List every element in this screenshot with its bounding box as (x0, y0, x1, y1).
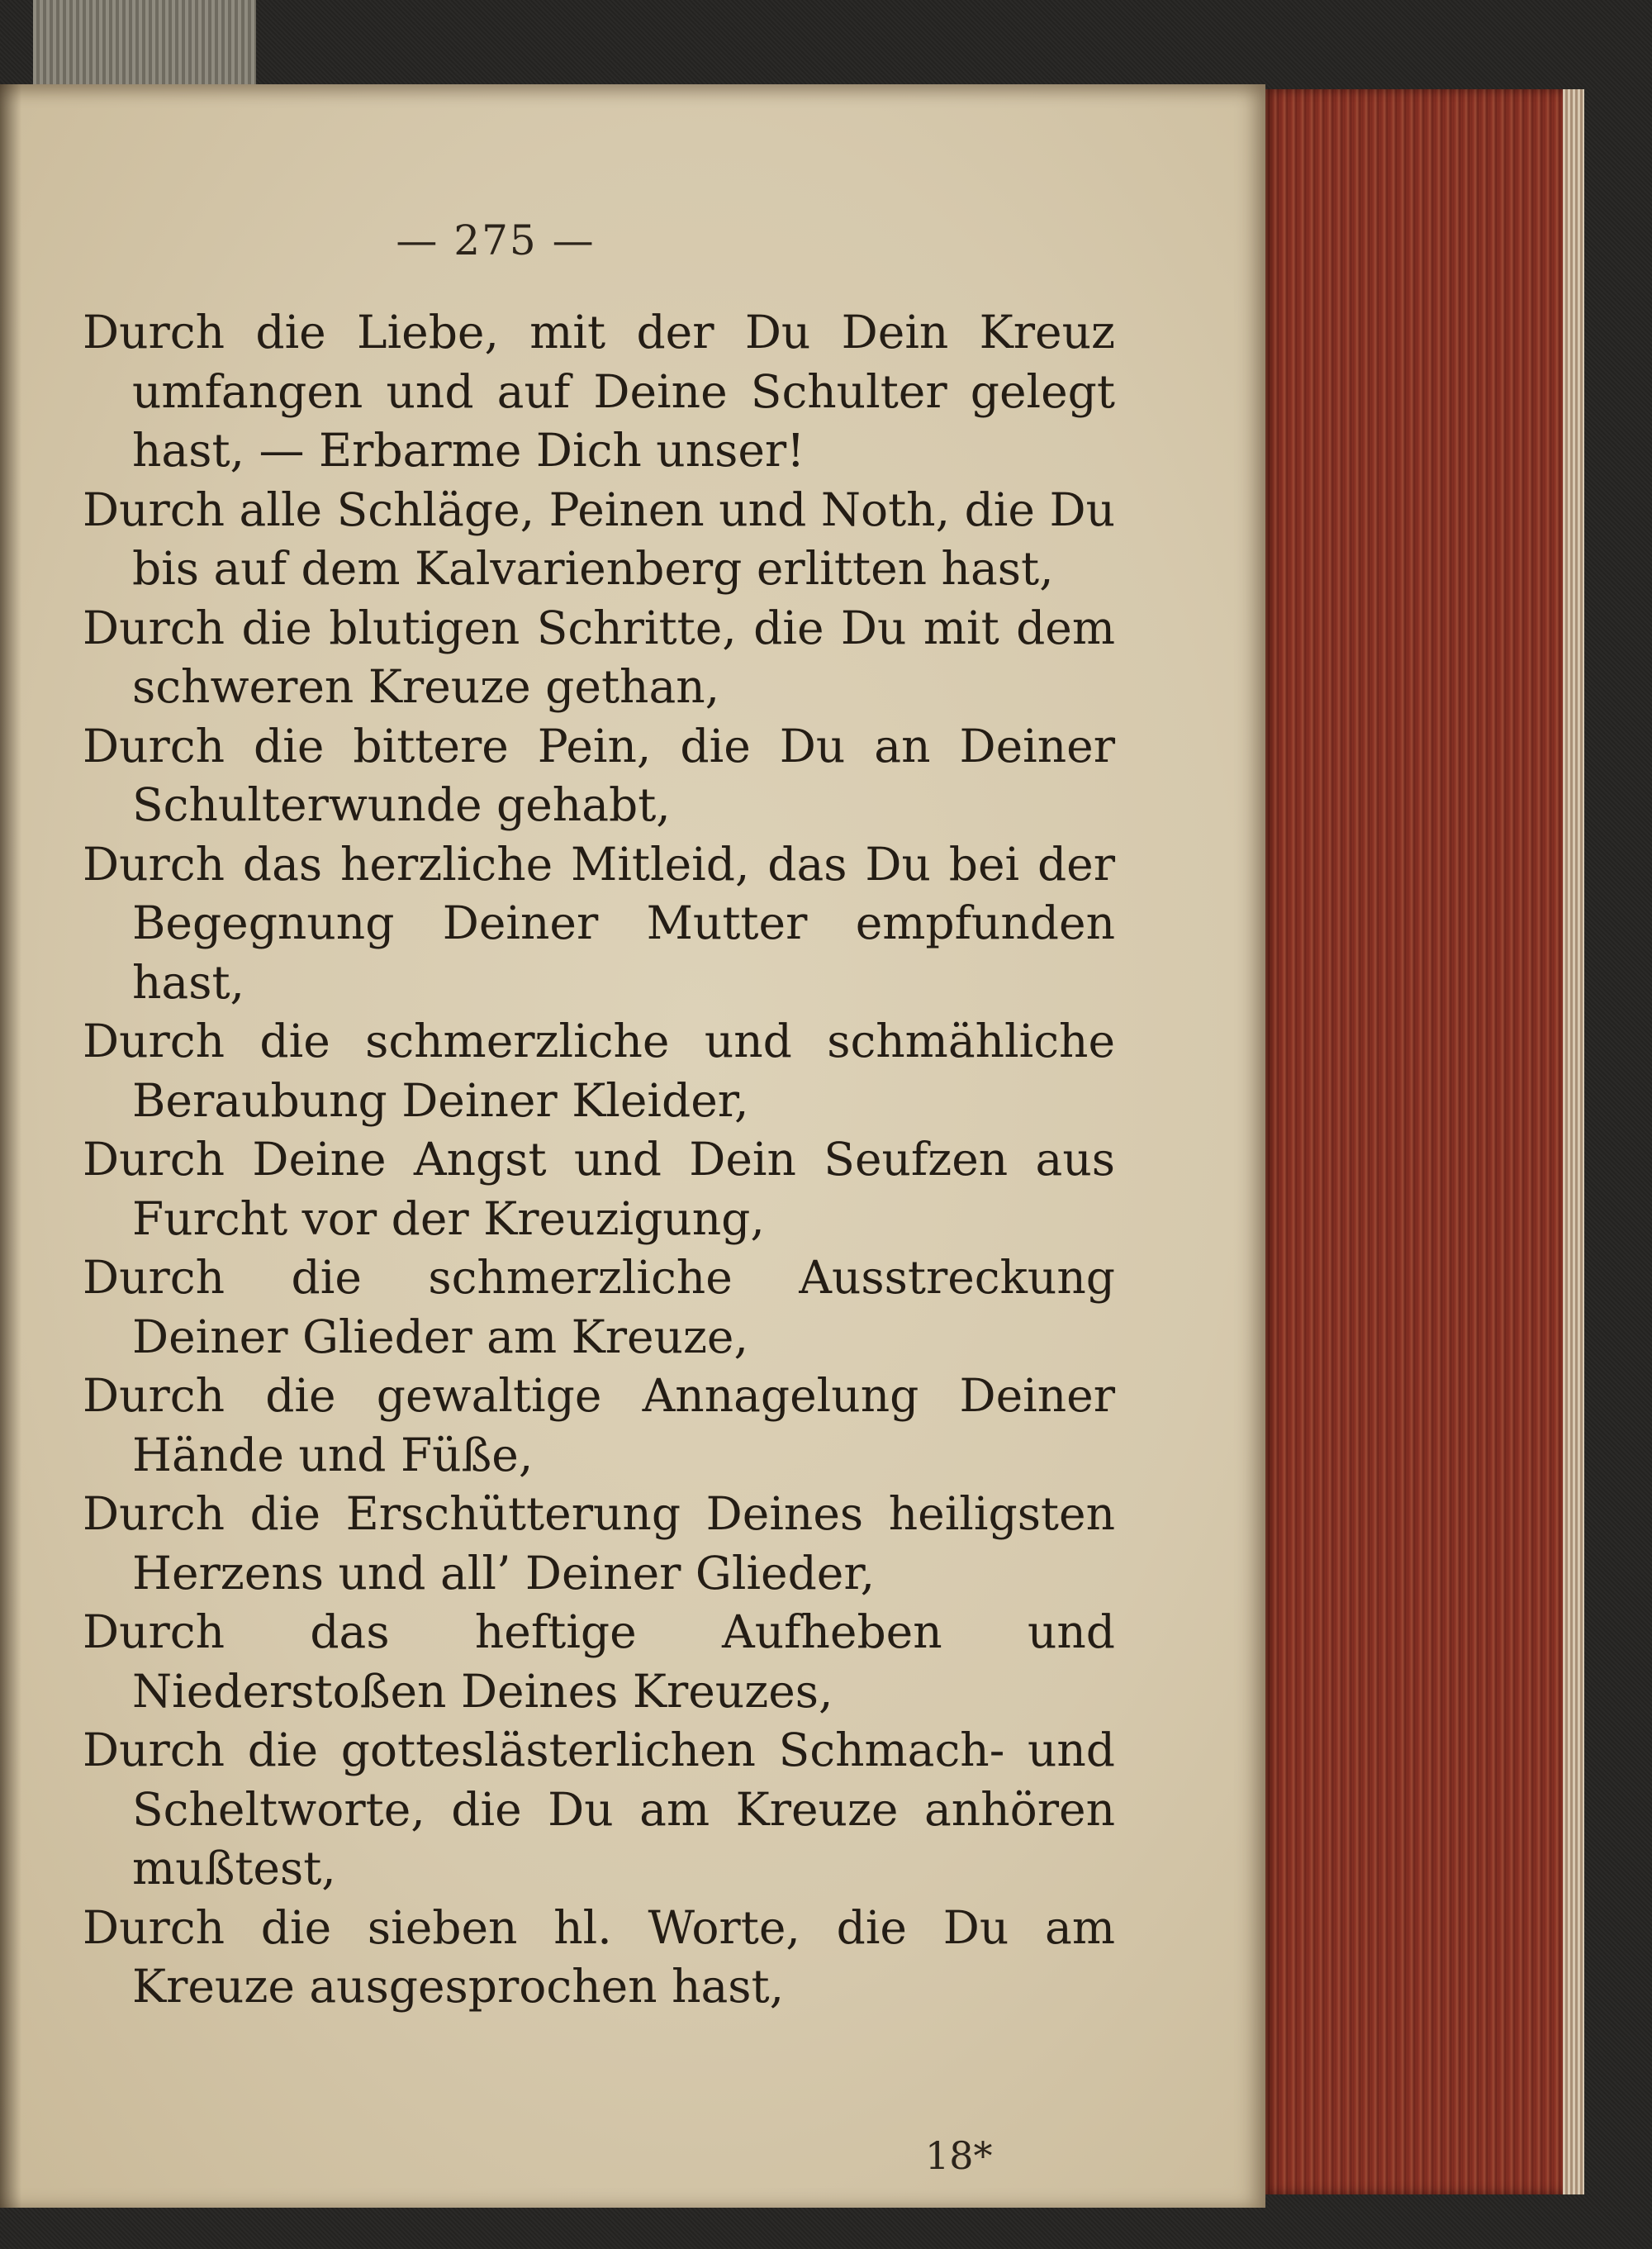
litany-line-10: Durch die Erschütterung Deines heiligsten Herzens und all’ Deiner Glieder, (83, 1487, 1115, 1600)
book-headband (33, 0, 256, 96)
litany-text (83, 303, 1115, 2017)
book-page (0, 84, 1265, 2208)
page-edges (1262, 89, 1584, 2194)
litany-line-11: Durch das heftige Aufheben und Niederstoßen Deines Kreuzes, (83, 1605, 1115, 1718)
signature-mark: 18* (925, 2133, 993, 2178)
litany-line-3: Durch die blutigen Schritte, die Du mit dem schweren Kreuze gethan, (83, 601, 1115, 713)
page-number-header: — 275 — (396, 216, 596, 264)
gutter-shadow (0, 84, 21, 2208)
litany-line-6: Durch die schmerzliche und schmähliche Beraubung Deiner Kleider, (83, 1015, 1115, 1127)
litany-line-5: Durch das herzliche Mitleid, das Du bei der Begegnung Deiner Mutter empfunden hast, (83, 837, 1115, 1009)
litany-line-9: Durch die gewaltige Annagelung Deiner Hände und Füße, (83, 1369, 1115, 1481)
litany-line-1: Durch die Liebe, mit der Du Dein Kreuz umfangen und auf Deine Schulter gelegt hast, — Erbarme Dich unser! (83, 306, 1115, 477)
litany-line-7: Durch Deine Angst und Dein Seufzen aus Furcht vor der Kreuzigung, (83, 1133, 1115, 1245)
litany-line-2: Durch alle Schläge, Peinen und Noth, die Du bis auf dem Kalvarienberg erlitten hast, (83, 483, 1115, 595)
litany-line-8: Durch die schmerzliche Ausstreckung Deiner Glieder am Kreuze, (83, 1251, 1115, 1363)
litany-line-12: Durch die gotteslästerlichen Schmach- und Scheltworte, die Du am Kreuze anhören mußtest, (83, 1724, 1115, 1895)
litany-line-13: Durch die sieben hl. Worte, die Du am Kreuze ausgesprochen hast, (83, 1900, 1115, 2013)
litany-line-4: Durch die bittere Pein, die Du an Deiner Schulterwunde gehabt, (83, 719, 1115, 831)
